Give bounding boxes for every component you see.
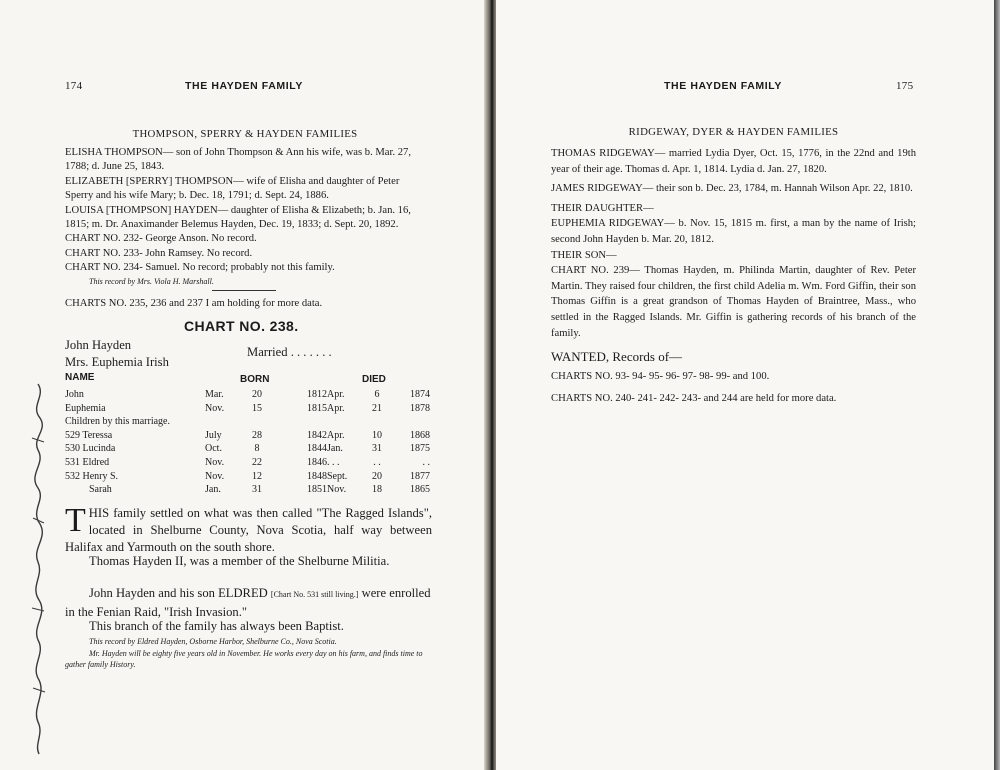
cell-dd: . .	[373, 456, 381, 468]
cell-by: 1848	[307, 470, 327, 482]
para-james-ridgeway: JAMES RIDGEWAY— their son b. Dec. 23, 1784, m. Hannah Wilson Apr. 22, 1810.	[551, 183, 913, 195]
para-thomas-ridgeway: THOMAS RIDGEWAY— married Lydia Dyer, Oct. 15, 1776, in the 22nd and 19th year of their age. Thomas d. Apr. 1, 1814. Lydia d. Jan. 27, 1820.	[551, 148, 916, 175]
cell-bm: July	[205, 429, 222, 441]
para-ragged-islands: HIS family settled on what was then called "The Ragged Islands", located in Shelburne County, Nova Scotia, half way between Halifax and Yarmouth on the south shore.	[65, 506, 432, 554]
parents-block	[65, 337, 169, 371]
page-number-right: 175	[896, 80, 914, 92]
cell-bd: 15	[252, 402, 262, 414]
cell-name: 532 Henry S.	[65, 470, 119, 482]
cell-bm: Jan.	[205, 484, 221, 496]
cell-bd: 22	[252, 456, 262, 468]
cell-dd: 18	[372, 484, 382, 496]
cell-name: 531 Eldred	[65, 456, 110, 468]
cell-dd: 6	[374, 389, 380, 400]
table-row	[65, 483, 430, 497]
para-fenian-start: John Hayden and his son ELDRED	[89, 586, 268, 600]
table-row	[65, 429, 430, 443]
cell-dy: 1865	[410, 484, 430, 496]
married-label: Married . . . . . . .	[247, 345, 332, 359]
cell-dm: Sept.	[327, 470, 348, 482]
cell-bm: Nov.	[205, 456, 225, 468]
cell-name: 529 Teressa	[65, 429, 113, 441]
cell-name: 530 Lucinda	[65, 443, 116, 455]
cell-bm: Nov.	[205, 402, 225, 414]
left-page	[0, 0, 488, 770]
cell-dm: Apr.	[327, 402, 345, 414]
their-daughter-head: THEIR DAUGHTER—	[551, 202, 654, 214]
children-label: Children by this marriage.	[65, 416, 170, 428]
cell-by: 1846	[307, 456, 327, 468]
cell-dy: 1874	[410, 389, 430, 400]
entry-louisa: LOUISA [THOMPSON] HAYDEN— daughter of Elisha & Elizabeth; b. Jan. 16, 1815; m. Dr. Anaximander Belemus Hayden, Dec. 19, 1833; d. Sept. 20, 1892.	[65, 204, 411, 231]
cell-dd: 10	[372, 429, 382, 441]
cell-bd: 8	[254, 443, 260, 455]
right-page	[496, 0, 998, 770]
cell-dy: 1877	[410, 470, 430, 482]
cell-bm: Nov.	[205, 470, 225, 482]
handwritten-margin-note	[24, 378, 54, 758]
cell-dd: 20	[372, 470, 382, 482]
cell-dy: 1878	[410, 402, 430, 414]
settlement-paragraph	[65, 502, 432, 555]
para-fenian-note: [Chart No. 531 still living.]	[270, 590, 359, 599]
cell-dm: Nov.	[327, 484, 347, 496]
cell-by: 1844	[307, 443, 327, 455]
cell-bm: Mar.	[205, 389, 224, 400]
footnote-age: Mr. Hayden will be eighty five years old in November. He works every day on his farm, and finds time to gather family History.	[65, 649, 423, 669]
wanted-heading: WANTED, Records of—	[551, 349, 683, 365]
table-row	[65, 442, 430, 456]
table-row	[65, 388, 430, 402]
para-militia: Thomas Hayden II, was a member of the Shelburne Militia.	[89, 554, 390, 568]
cell-bm: Oct.	[205, 443, 222, 455]
col-died: DIED	[362, 374, 386, 385]
cell-by: 1812	[307, 389, 327, 400]
para-euphemia-ridgeway: EUPHEMIA RIDGEWAY— b. Nov. 15, 1815 m. first, a man by the name of Irish; second John Hayden b. Mar. 20, 1812.	[551, 218, 916, 245]
col-born: BORN	[240, 374, 270, 385]
cell-dd: 21	[372, 402, 382, 414]
footnote-eldred: This record by Eldred Hayden, Osborne Harbor, Shelburne Co., Nova Scotia.	[89, 637, 337, 646]
section-title-left: THOMPSON, SPERRY & HAYDEN FAMILIES	[132, 128, 358, 140]
cell-dy: 1868	[410, 429, 430, 441]
cell-dy: . .	[422, 456, 430, 468]
divider-short	[212, 290, 276, 291]
cell-bd: 12	[252, 470, 262, 482]
para-fenian-end: were enrolled in the Fenian Raid, "Irish Invasion."	[65, 586, 431, 619]
dropcap-t: T	[65, 502, 86, 539]
holding-note: CHARTS NO. 235, 236 and 237 I am holding for more data.	[65, 298, 323, 309]
cell-dy: 1875	[410, 443, 430, 455]
cell-by: 1842	[307, 429, 327, 441]
cell-bd: 31	[252, 484, 262, 496]
cell-by: 1851	[307, 484, 327, 496]
cell-bd: 28	[252, 429, 262, 441]
cell-name: John	[65, 389, 84, 400]
running-head-left: THE HAYDEN FAMILY	[185, 80, 303, 92]
cell-dd: 31	[372, 443, 382, 455]
chart-234: CHART NO. 234- Samuel. No record; probably not this family.	[65, 262, 335, 274]
para-fenian	[65, 585, 432, 621]
cell-dm: Apr.	[327, 389, 345, 400]
col-name: NAME	[65, 372, 95, 383]
thompson-entries	[65, 146, 430, 287]
ridgeway-text	[551, 146, 916, 406]
cell-by: 1815	[307, 402, 327, 414]
table-row	[65, 402, 430, 416]
cell-dm: Jan.	[327, 443, 343, 455]
their-son-head: THEIR SON—	[551, 249, 617, 261]
cell-dm: Apr.	[327, 429, 345, 441]
cell-name: Euphemia	[65, 402, 106, 414]
page-number-left: 174	[65, 80, 83, 92]
parent-john: John Hayden	[65, 338, 132, 352]
para-chart-239: CHART NO. 239— Thomas Hayden, m. Philinda Martin, daughter of Rev. Peter Martin. They raised four children, the first child Adelia m. Wm. Ford Giffin, their son Thomas Giffin is a great grandson of Thomas Hayden of Braintree, Mass., who settled in the Ragged Islands. Mr. Giffin is gathering records of his branch of the family.	[551, 265, 916, 339]
table-row	[65, 456, 430, 470]
chart-238-heading: CHART NO. 238.	[184, 318, 299, 334]
page-edge	[994, 0, 1000, 770]
cell-bd: 20	[252, 389, 262, 400]
para-baptist: This branch of the family has always been Baptist.	[89, 619, 344, 633]
charts-wanted: CHARTS NO. 93- 94- 95- 96- 97- 98- 99- and 100.	[551, 371, 770, 383]
entry-elizabeth: ELIZABETH [SPERRY] THOMPSON— wife of Elisha and daughter of Peter Sperry and his wife Mary; b. Dec. 18, 1791; d. Sept. 24, 1886.	[65, 175, 400, 202]
record-note-marshall: This record by Mrs. Viola H. Marshall.	[89, 276, 214, 286]
cell-dm: . . .	[327, 456, 340, 468]
entry-elisha: ELISHA THOMPSON— son of John Thompson & Ann his wife, was b. Mar. 27, 1788; d. June 25, 1843.	[65, 147, 411, 173]
chart-238-table	[65, 388, 430, 497]
table-row	[65, 470, 430, 484]
parent-euphemia: Mrs. Euphemia Irish	[65, 354, 169, 369]
charts-held: CHARTS NO. 240- 241- 242- 243- and 244 are held for more data.	[551, 392, 837, 404]
running-head-right: THE HAYDEN FAMILY	[664, 80, 782, 92]
chart-233: CHART NO. 233- John Ramsey. No record.	[65, 247, 253, 259]
chart-232: CHART NO. 232- George Anson. No record.	[65, 233, 257, 245]
cell-name: Sarah	[89, 484, 112, 496]
section-title-right: RIDGEWAY, DYER & HAYDEN FAMILIES	[628, 126, 839, 138]
